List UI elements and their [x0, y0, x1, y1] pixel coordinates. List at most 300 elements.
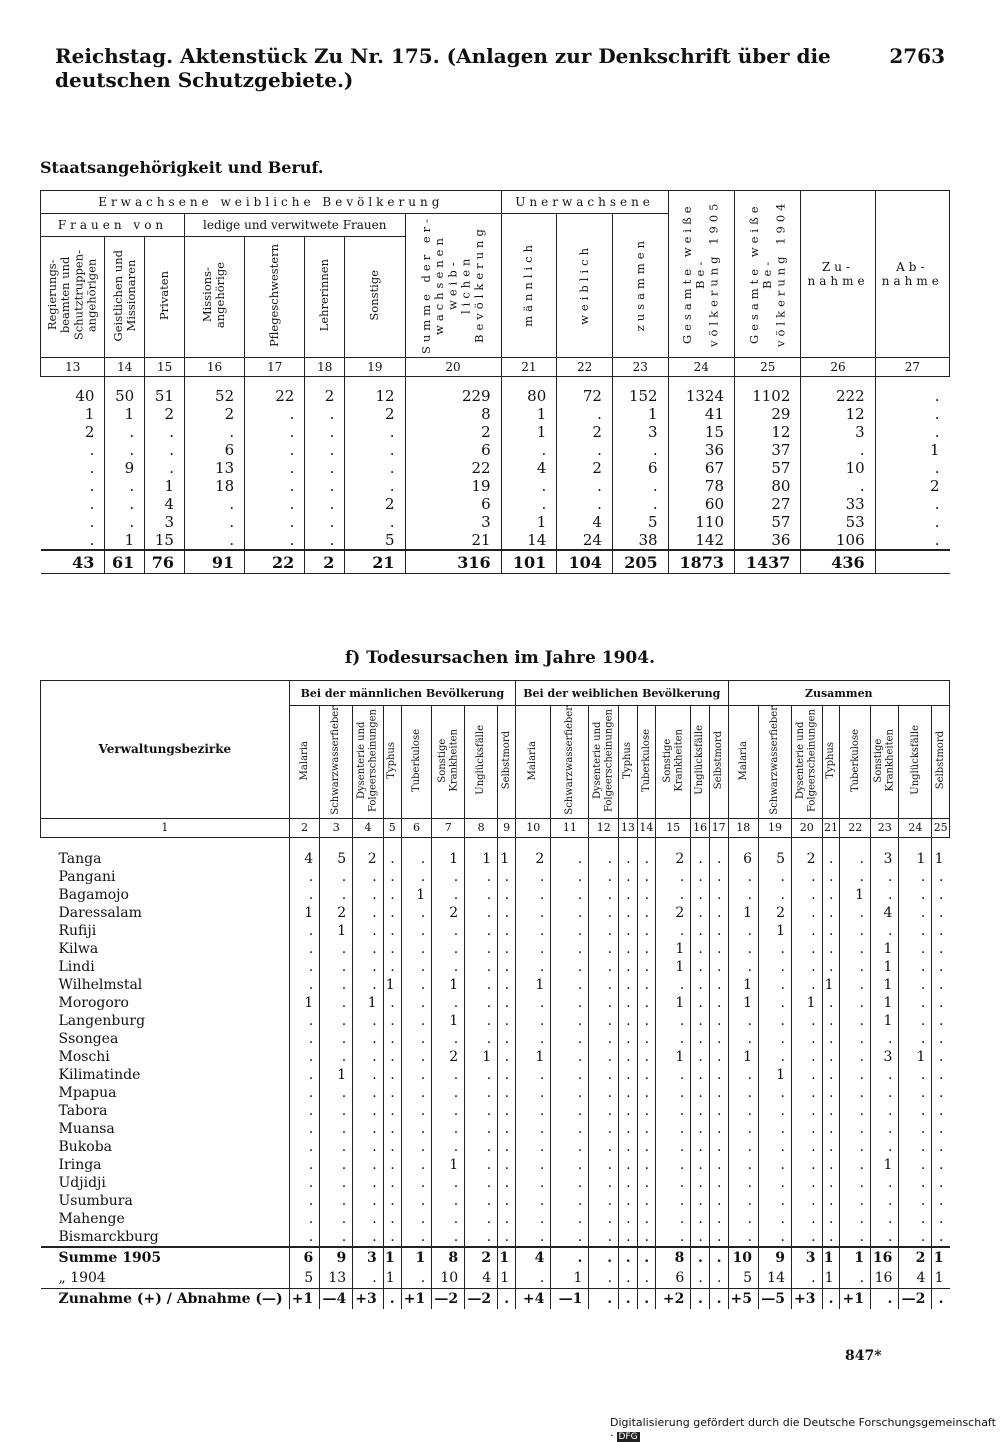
table-cell: . — [709, 994, 728, 1012]
table-cell: . — [637, 1174, 656, 1192]
table-cell: 15 — [668, 423, 734, 441]
table-cell: . — [932, 1012, 950, 1030]
table-cell: . — [899, 1156, 932, 1174]
table-cell: . — [551, 994, 589, 1012]
table-cell: . — [792, 904, 823, 922]
cause-header: Dysenterie und Folgeerscheinungen — [792, 706, 823, 819]
cause-header: Unglücksfälle — [899, 706, 932, 819]
table-cell: . — [89, 531, 95, 549]
table-cell: . — [637, 1268, 656, 1289]
table-cell: . — [245, 477, 305, 495]
table-cell: . — [345, 441, 405, 459]
table-cell: 3 — [405, 513, 501, 531]
table-cell: . — [822, 1228, 840, 1247]
table-cell: . — [383, 1156, 401, 1174]
table-cell: 1 — [871, 940, 899, 958]
table-cell: . — [840, 1030, 871, 1048]
table-cell: 1 — [656, 940, 691, 958]
table-cell: . — [822, 1084, 840, 1102]
table-row — [41, 1084, 950, 1102]
table-cell: . — [728, 868, 759, 886]
cause-header: Schwarzwasserfieber — [759, 706, 792, 819]
table-cell: . — [792, 868, 823, 886]
table-cell: . — [498, 1048, 516, 1066]
table-cell: +1 — [401, 1288, 432, 1309]
table-cell: . — [840, 1228, 871, 1247]
table-cell: . — [656, 1192, 691, 1210]
table-cell: . — [320, 1012, 353, 1030]
table-cell: . — [551, 837, 589, 868]
col-number: 17 — [245, 358, 305, 377]
group-minors: Unerwachsene — [501, 191, 668, 214]
table-cell: 1 — [465, 837, 498, 868]
table-cell: 1 — [498, 1268, 516, 1289]
table-cell: . — [401, 976, 432, 994]
table-cell: . — [709, 1012, 728, 1030]
table-cell: . — [184, 531, 244, 550]
table-cell: . — [516, 1174, 551, 1192]
table-cell: . — [709, 1174, 728, 1192]
table-cell: . — [792, 886, 823, 904]
table-cell: . — [759, 1120, 792, 1138]
table-cell: 6 — [405, 495, 501, 513]
table-cell: . — [516, 1120, 551, 1138]
footer — [610, 1416, 1000, 1442]
col-number: 15 — [656, 818, 691, 837]
table-cell: . — [759, 1048, 792, 1066]
table-cell: . — [709, 1247, 728, 1268]
table-cell: 1 — [432, 976, 465, 994]
table-cell: . — [345, 477, 405, 495]
table-cell: . — [840, 1120, 871, 1138]
table-cell: . — [401, 958, 432, 976]
table-cell: . — [305, 495, 345, 513]
table-cell: . — [932, 922, 950, 940]
district-name: Bismarckburg — [58, 1228, 159, 1245]
table-cell: . — [932, 1288, 950, 1309]
table-cell: 1 — [871, 1156, 899, 1174]
table-cell: . — [840, 1012, 871, 1030]
table-cell: . — [932, 1174, 950, 1192]
district-name: Ssongea — [58, 1030, 119, 1047]
table-cell: . — [432, 1192, 465, 1210]
table-cell: . — [465, 976, 498, 994]
table-cell: . — [557, 495, 613, 513]
table-cell: . — [551, 1156, 589, 1174]
table-cell: . — [728, 940, 759, 958]
table-cell: . — [432, 1120, 465, 1138]
col-number: 22 — [557, 358, 613, 377]
table-cell: . — [516, 1012, 551, 1030]
col-number: 21 — [822, 818, 840, 837]
table-cell: . — [516, 1268, 551, 1289]
table-cell: 3 — [871, 837, 899, 868]
table-cell: . — [289, 1030, 320, 1048]
table-cell: . — [709, 958, 728, 976]
table-row — [41, 1012, 950, 1030]
col-number: 19 — [759, 818, 792, 837]
cause-header: Tuberkulose — [637, 706, 656, 819]
table-cell: . — [498, 1156, 516, 1174]
table-cell: . — [401, 868, 432, 886]
table-cell: —4 — [320, 1288, 353, 1309]
table-cell: 110 — [668, 513, 734, 531]
table-cell: . — [637, 994, 656, 1012]
total-cell: 436 — [801, 550, 875, 574]
table-cell: . — [383, 1030, 401, 1048]
table-cell: 22 — [245, 377, 305, 406]
table-cell: 1 — [899, 837, 932, 868]
table-cell: . — [899, 1120, 932, 1138]
table-cell: 1 — [401, 886, 432, 904]
table-cell: . — [871, 1084, 899, 1102]
table-cell: . — [875, 405, 949, 423]
table-row — [41, 1192, 950, 1210]
table-cell: . — [432, 1138, 465, 1156]
table-cell: . — [871, 1120, 899, 1138]
table-cell: . — [498, 922, 516, 940]
total-cell: 205 — [612, 550, 668, 574]
table-cell: . — [637, 1288, 656, 1309]
table-cell: . — [728, 1084, 759, 1102]
table-cell: . — [728, 1174, 759, 1192]
table-cell: . — [345, 459, 405, 477]
table-cell: . — [465, 1156, 498, 1174]
table-cell: . — [709, 1066, 728, 1084]
table-cell: . — [656, 1012, 691, 1030]
table-cell: . — [589, 1247, 619, 1268]
table-cell: . — [289, 1102, 320, 1120]
total-cell: 61 — [105, 550, 145, 574]
table-cell: 1 — [516, 976, 551, 994]
table-cell: 3 — [792, 1247, 823, 1268]
table-cell: . — [551, 1030, 589, 1048]
table-cell: . — [612, 495, 668, 513]
table-cell: . — [589, 976, 619, 994]
table-cell: 1 — [289, 994, 320, 1012]
table-cell: . — [840, 994, 871, 1012]
table-cell: . — [637, 837, 656, 868]
table-cell: . — [432, 1102, 465, 1120]
table-cell: 1 — [516, 1048, 551, 1066]
col-number: 16 — [184, 358, 244, 377]
table-cell: 2 — [792, 837, 823, 868]
table-row — [41, 868, 950, 886]
district-name: Rufiji — [58, 922, 97, 939]
table-cell: . — [875, 513, 949, 531]
cause-header: Unglücksfälle — [465, 706, 498, 819]
table-cell: . — [498, 994, 516, 1012]
table-cell: . — [383, 1084, 401, 1102]
table-cell: . — [305, 459, 345, 477]
col-number: 24 — [899, 818, 932, 837]
table-cell: . — [353, 1268, 384, 1289]
table-cell: . — [589, 886, 619, 904]
table-row — [41, 531, 950, 550]
table-cell: . — [353, 1210, 384, 1228]
table-cell: 37 — [735, 441, 801, 459]
table-cell: 16 — [871, 1247, 899, 1268]
table-cell: . — [305, 405, 345, 423]
table-cell: . — [465, 1102, 498, 1120]
table-cell: . — [498, 1066, 516, 1084]
table-cell: . — [432, 1210, 465, 1228]
table-cell: . — [840, 1192, 871, 1210]
table-cell: 1 — [899, 1048, 932, 1066]
district-name: Wilhelmstal — [58, 976, 143, 993]
table-cell: . — [709, 1192, 728, 1210]
table-cell: . — [871, 1102, 899, 1120]
district-name: Pangani — [58, 868, 116, 885]
table-cell: . — [383, 1138, 401, 1156]
table-cell: . — [792, 1228, 823, 1247]
table-cell: . — [656, 886, 691, 904]
table-cell: . — [245, 441, 305, 459]
table-cell: . — [637, 1102, 656, 1120]
total-cell: 1437 — [735, 550, 801, 574]
table-cell: . — [728, 958, 759, 976]
table-cell: . — [305, 423, 345, 441]
table-cell: . — [432, 1084, 465, 1102]
table-cell: . — [822, 1210, 840, 1228]
table-cell: . — [691, 1120, 710, 1138]
table-cell: 2 — [656, 904, 691, 922]
table-cell: . — [551, 1084, 589, 1102]
table-cell: . — [383, 886, 401, 904]
table-cell: . — [932, 994, 950, 1012]
table-cell: . — [432, 886, 465, 904]
table-cell: . — [589, 1192, 619, 1210]
table-cell: . — [619, 904, 638, 922]
col-header-24: Gesamte weiße Be- völkerung 1905 — [668, 191, 734, 358]
table-cell: 60 — [668, 495, 734, 513]
table-cell: +1 — [840, 1288, 871, 1309]
table-cell: . — [145, 459, 185, 477]
cause-header: Schwarzwasserfieber — [320, 706, 353, 819]
table-row — [41, 1288, 950, 1309]
table-cell: . — [691, 1012, 710, 1030]
col-number: 16 — [691, 818, 710, 837]
table-cell: 57 — [735, 513, 801, 531]
table-cell: . — [822, 1174, 840, 1192]
table-cell: 13 — [184, 459, 244, 477]
table-cell: . — [899, 904, 932, 922]
table-cell: 1 — [875, 441, 949, 459]
table-row — [41, 477, 950, 495]
table-cell: . — [551, 1138, 589, 1156]
table-cell: . — [871, 1210, 899, 1228]
causes-of-death-table — [40, 680, 950, 1309]
table-row — [41, 922, 950, 940]
table-cell: . — [353, 922, 384, 940]
table-cell: . — [637, 1048, 656, 1066]
col-number: 14 — [637, 818, 656, 837]
table-cell: . — [383, 958, 401, 976]
table-cell: . — [465, 994, 498, 1012]
table-cell: . — [619, 994, 638, 1012]
table-cell: +4 — [516, 1288, 551, 1309]
table-cell: . — [691, 1102, 710, 1120]
col-number: 15 — [145, 358, 185, 377]
table-cell: 14 — [501, 531, 557, 550]
table-cell: . — [551, 1120, 589, 1138]
table-cell: 1 — [759, 1066, 792, 1084]
table-cell: . — [465, 1228, 498, 1247]
table-cell: . — [637, 886, 656, 904]
table-cell: . — [691, 1268, 710, 1289]
table-cell: . — [432, 940, 465, 958]
table-cell: 22 — [405, 459, 501, 477]
table-cell: . — [498, 1228, 516, 1247]
table-cell: . — [759, 1192, 792, 1210]
table-cell: . — [656, 1030, 691, 1048]
table-cell: . — [551, 1210, 589, 1228]
table-cell: . — [498, 1120, 516, 1138]
table-cell: . — [145, 423, 185, 441]
col-number: 23 — [871, 818, 899, 837]
totals-row — [41, 550, 950, 574]
col-number: 21 — [501, 358, 557, 377]
table-cell: . — [728, 1030, 759, 1048]
table-cell: . — [709, 976, 728, 994]
table-row — [41, 958, 950, 976]
col-number: 23 — [612, 358, 668, 377]
table-cell: . — [401, 1102, 432, 1120]
table-cell: . — [932, 1156, 950, 1174]
table-cell: . — [105, 477, 145, 495]
table-cell: . — [871, 1030, 899, 1048]
table-cell: . — [709, 904, 728, 922]
table-cell: . — [401, 994, 432, 1012]
table-cell: . — [401, 922, 432, 940]
table-cell: . — [822, 922, 840, 940]
table-cell: . — [759, 868, 792, 886]
col-header-25: Gesamte weiße Be- völkerung 1904 — [735, 191, 801, 358]
group-female: Bei der weiblichen Bevölkerung — [516, 681, 728, 706]
table-cell: . — [637, 940, 656, 958]
table-cell: . — [691, 1288, 710, 1309]
cause-header: Malaria — [289, 706, 320, 819]
district-name: Usumbura — [58, 1192, 133, 1209]
total-cell: 43 — [41, 550, 105, 574]
table-row — [41, 405, 950, 423]
table-cell: . — [320, 994, 353, 1012]
table-cell: . — [516, 904, 551, 922]
table-row — [41, 837, 950, 868]
col-number: 12 — [589, 818, 619, 837]
table-cell: . — [899, 1102, 932, 1120]
table-cell: . — [619, 940, 638, 958]
table-cell: 4 — [899, 1268, 932, 1289]
table-cell: . — [709, 1268, 728, 1289]
table-cell: . — [516, 940, 551, 958]
table-cell: . — [589, 1268, 619, 1289]
table-row — [41, 1048, 950, 1066]
col-header-20: Summe der er- wachsenen weib- lichen Bevölkerung — [405, 214, 501, 358]
district-name: Lindi — [58, 958, 95, 975]
table-cell: . — [822, 886, 840, 904]
table-row — [41, 1156, 950, 1174]
table-cell: . — [792, 1138, 823, 1156]
table-cell: 1 — [822, 1268, 840, 1289]
table-cell: . — [383, 1210, 401, 1228]
table-cell: . — [840, 1066, 871, 1084]
table-cell: . — [320, 1030, 353, 1048]
table-cell: . — [89, 477, 95, 495]
table-cell: . — [589, 994, 619, 1012]
table-cell: 1 — [871, 1012, 899, 1030]
table-cell: . — [353, 1228, 384, 1247]
table-cell: 1 — [932, 837, 950, 868]
table-cell: 2 — [345, 405, 405, 423]
table-cell: . — [792, 958, 823, 976]
table-cell: 1 — [871, 994, 899, 1012]
table-cell: . — [353, 958, 384, 976]
table-cell: . — [619, 1247, 638, 1268]
table-cell: . — [637, 1012, 656, 1030]
table-cell: 1 — [465, 1048, 498, 1066]
table-cell: . — [401, 1192, 432, 1210]
table-cell: . — [792, 940, 823, 958]
table-row — [41, 441, 950, 459]
cause-header: Unglücksfälle — [691, 706, 710, 819]
table-cell: . — [691, 886, 710, 904]
table-cell: . — [498, 904, 516, 922]
district-name: Daressalam — [58, 904, 142, 921]
table-cell: . — [728, 1120, 759, 1138]
table-cell: . — [822, 940, 840, 958]
table-cell: . — [551, 958, 589, 976]
table-cell: . — [245, 495, 305, 513]
footer-text: Digitalisierung gefördert durch die Deutsche Forschungsgemeinschaft · — [610, 1416, 996, 1442]
table-cell: . — [353, 1048, 384, 1066]
table-cell: . — [383, 1012, 401, 1030]
table-cell: . — [557, 477, 613, 495]
dfg-logo: DFG — [618, 1432, 638, 1442]
table-cell: +1 — [289, 1288, 320, 1309]
table-cell: 2 — [875, 477, 949, 495]
table-cell: . — [637, 1120, 656, 1138]
table-cell: . — [637, 1210, 656, 1228]
table-cell: . — [871, 1066, 899, 1084]
table-cell: . — [656, 976, 691, 994]
table-cell: 2 — [84, 423, 95, 441]
table-cell: . — [551, 1066, 589, 1084]
table-cell: 3 — [612, 423, 668, 441]
table-cell: . — [105, 513, 145, 531]
district-name: Kilimatinde — [58, 1066, 141, 1083]
district-name: Moschi — [58, 1048, 110, 1065]
table-cell: . — [589, 940, 619, 958]
table-cell: . — [320, 1228, 353, 1247]
table-cell: —2 — [465, 1288, 498, 1309]
table-cell: 5 — [759, 837, 792, 868]
table-cell: 15 — [145, 531, 185, 550]
table-cell: . — [932, 1192, 950, 1210]
table-cell: 1 — [792, 994, 823, 1012]
table-cell: . — [691, 994, 710, 1012]
col-number: 18 — [728, 818, 759, 837]
table-cell: . — [709, 1288, 728, 1309]
table-cell: . — [432, 922, 465, 940]
table-cell: . — [498, 1084, 516, 1102]
table-cell: . — [353, 1084, 384, 1102]
total-cell: 316 — [405, 550, 501, 574]
col-number: 18 — [305, 358, 345, 377]
table-cell: . — [822, 994, 840, 1012]
table-cell: . — [932, 1138, 950, 1156]
table-cell: . — [184, 495, 244, 513]
